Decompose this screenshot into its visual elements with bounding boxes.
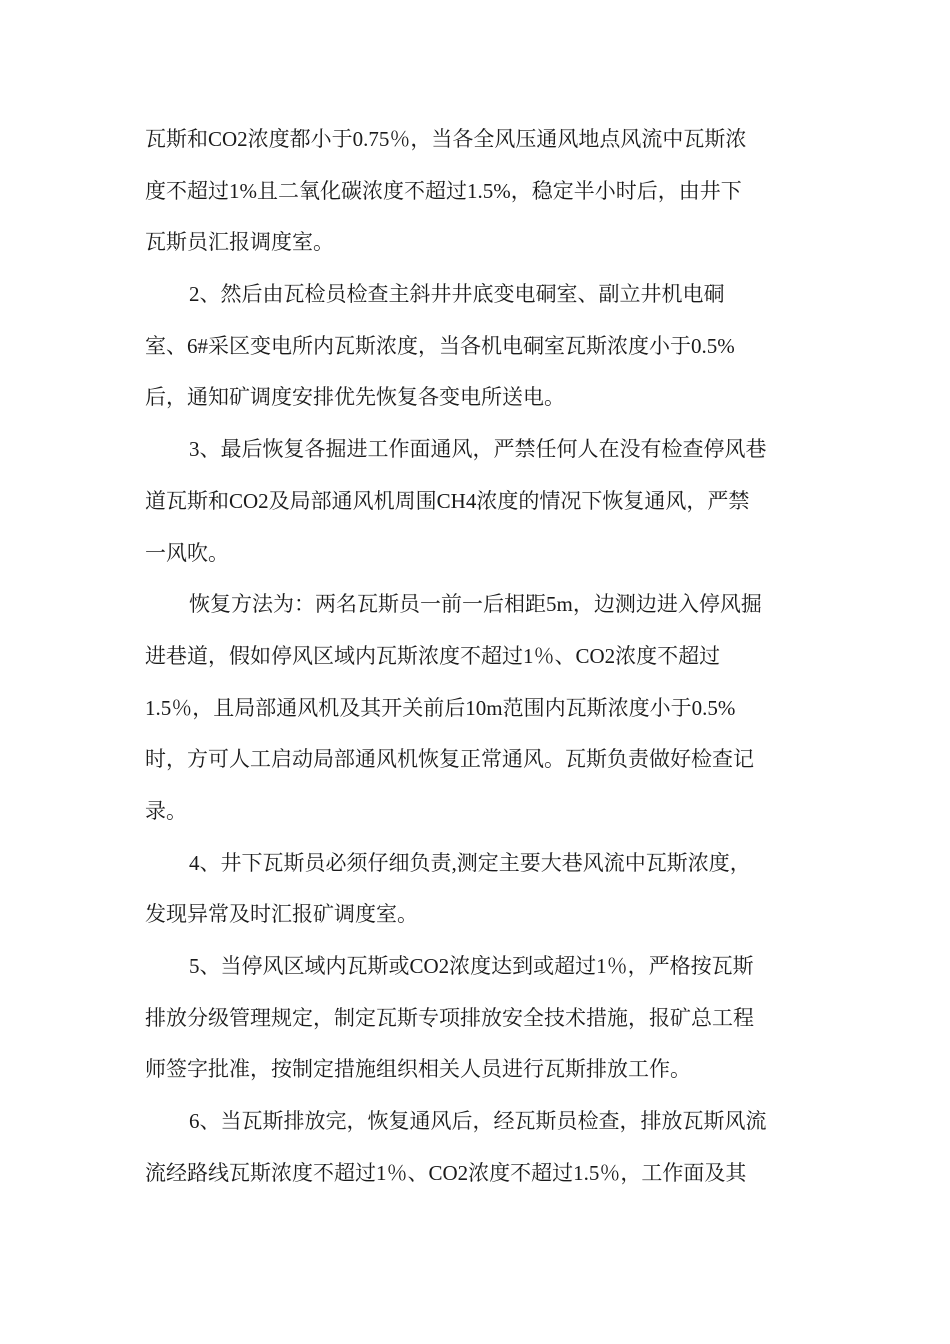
- paragraph-6-first-line: 6、当瓦斯排放完，恢复通风后，经瓦斯员检查，排放瓦斯风流: [189, 1109, 767, 1134]
- text-line: 一风吹。: [145, 540, 229, 565]
- paragraph-4-first-line: 4、井下瓦斯员必须仔细负责,测定主要大巷风流中瓦斯浓度，: [189, 850, 751, 875]
- text-line: 录。: [145, 798, 187, 823]
- text-line: 师签字批准，按制定措施组织相关人员进行瓦斯排放工作。: [145, 1057, 691, 1082]
- text-line: 流经路线瓦斯浓度不超过1％、CO2浓度不超过1.5％，工作面及其: [145, 1160, 747, 1185]
- text-line: 瓦斯和CO2浓度都小于0.75％，当各全风压通风地点风流中瓦斯浓: [145, 127, 747, 151]
- text-line: 道瓦斯和CO2及局部通风机周围CH4浓度的情况下恢复通风，严禁: [145, 488, 750, 513]
- text-line: 进巷道，假如停风区域内瓦斯浓度不超过1％、CO2浓度不超过: [145, 643, 721, 668]
- text-line: 排放分级管理规定，制定瓦斯专项排放安全技术措施，报矿总工程: [145, 1005, 754, 1030]
- paragraph-2-first-line: 2、然后由瓦检员检查主斜井井底变电硐室、副立井机电硐: [189, 282, 725, 307]
- paragraph-3-first-line: 3、最后恢复各掘进工作面通风，严禁任何人在没有检查停风巷: [189, 437, 767, 462]
- text-line: 瓦斯员汇报调度室。: [145, 230, 334, 255]
- text-line: 后，通知矿调度安排优先恢复各变电所送电。: [145, 385, 565, 410]
- text-line: 时，方可人工启动局部通风机恢复正常通风。瓦斯负责做好检查记: [145, 747, 754, 772]
- text-line: 室、6#采区变电所内瓦斯浓度，当各机电硐室瓦斯浓度小于0.5%: [145, 333, 735, 358]
- text-line: 1.5％，且局部通风机及其开关前后10m范围内瓦斯浓度小于0.5%: [145, 695, 736, 720]
- paragraph-5-first-line: 5、当停风区域内瓦斯或CO2浓度达到或超过1％，严格按瓦斯: [189, 954, 754, 978]
- text-line: 发现异常及时汇报矿调度室。: [145, 902, 418, 927]
- text-line: 度不超过1%且二氧化碳浓度不超过1.5%，稳定半小时后，由井下: [145, 178, 742, 203]
- recovery-method-first-line: 恢复方法为：两名瓦斯员一前一后相距5m，边测边进入停风掘: [189, 592, 762, 617]
- document-body: [145, 114, 809, 1199]
